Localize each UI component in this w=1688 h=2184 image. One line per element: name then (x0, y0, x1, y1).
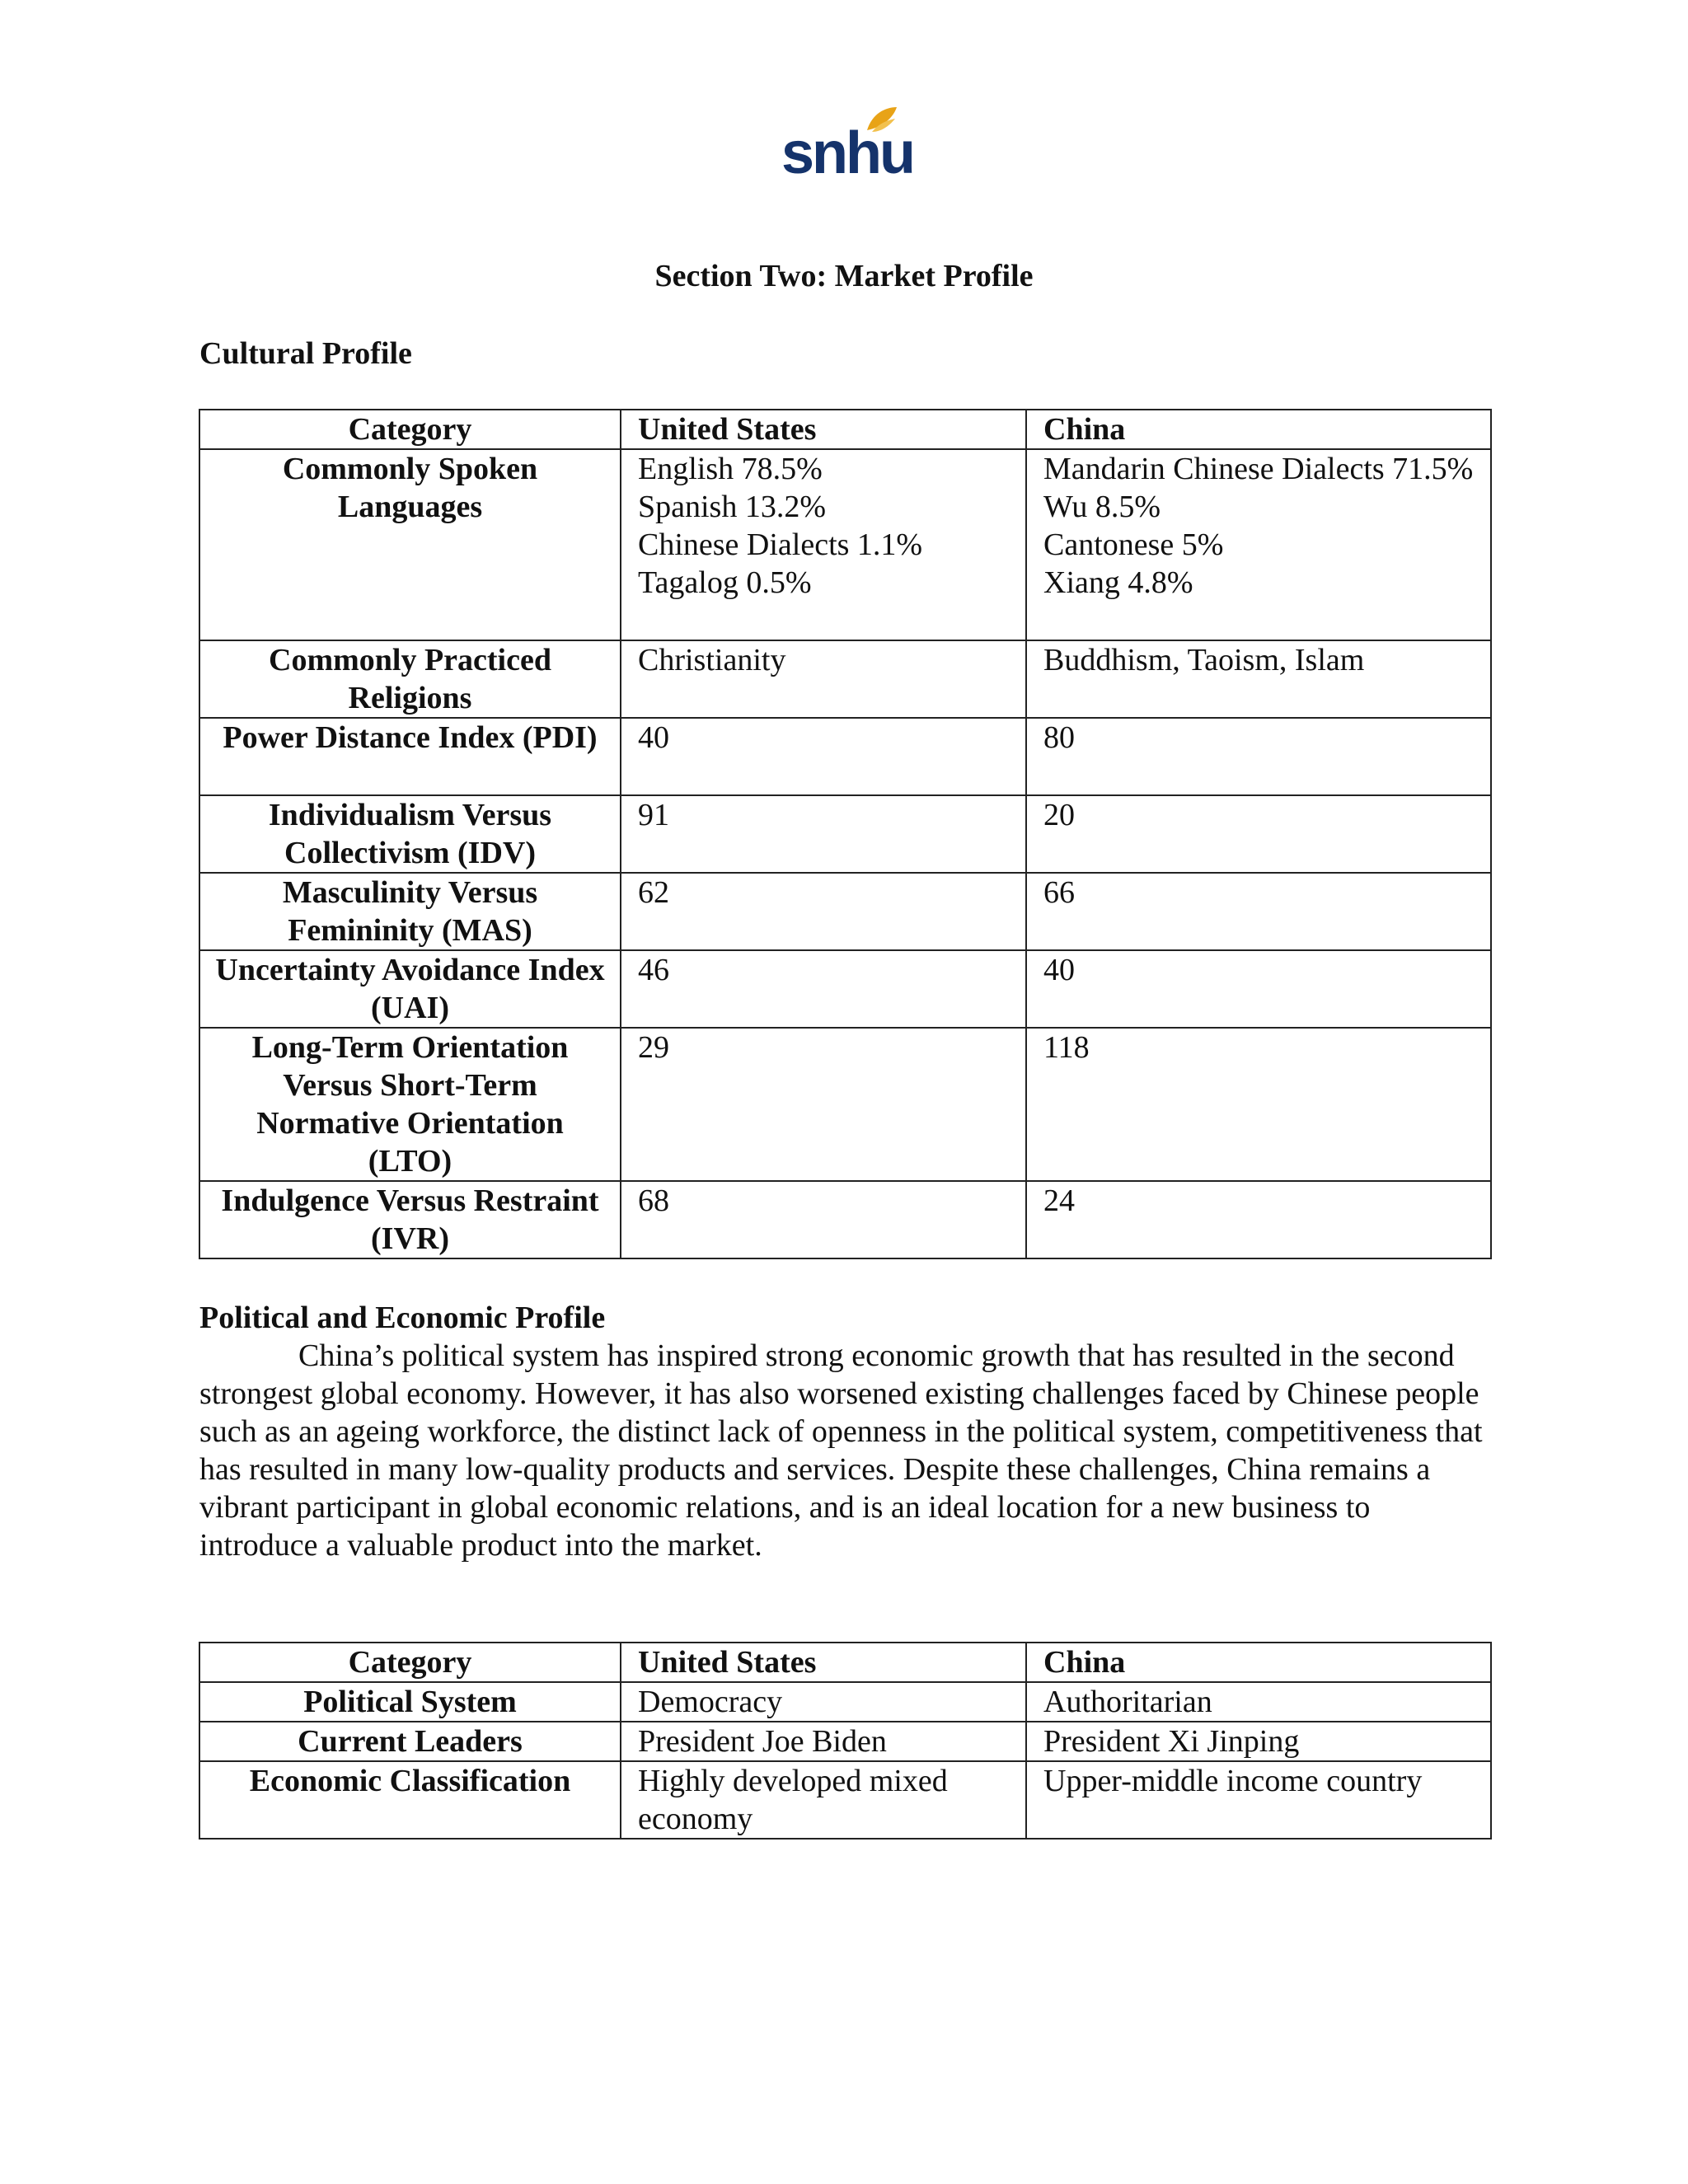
header-category: Category (199, 410, 621, 449)
table-row (199, 873, 1491, 950)
row-category: Power Distance Index (PDI) (199, 718, 621, 795)
table-row (199, 1181, 1491, 1258)
table-row (199, 1028, 1491, 1181)
row-us-value: Highly developed mixed economy (621, 1761, 1026, 1839)
table-header-row (199, 1643, 1491, 1682)
row-category: Current Leaders (199, 1722, 621, 1761)
header-china: China (1026, 1643, 1491, 1682)
political-economic-heading: Political and Economic Profile (199, 1301, 606, 1335)
row-china-value: 40 (1026, 950, 1491, 1028)
table-row (199, 640, 1491, 718)
row-us-value: 62 (621, 873, 1026, 950)
table-row (199, 795, 1491, 873)
logo-wordmark: snhu (781, 120, 913, 186)
row-category: Economic Classification (199, 1761, 621, 1839)
row-china-value: 80 (1026, 718, 1491, 795)
table-header-row (199, 410, 1491, 449)
row-category: Political System (199, 1682, 621, 1722)
table-row (199, 950, 1491, 1028)
header-china: China (1026, 410, 1491, 449)
cultural-profile-heading: Cultural Profile (199, 336, 412, 371)
row-china-value: Mandarin Chinese Dialects 71.5% Wu 8.5% Cantonese 5% Xiang 4.8% (1026, 449, 1491, 640)
table-row (199, 718, 1491, 795)
row-us-value: English 78.5% Spanish 13.2% Chinese Dialects 1.1% Tagalog 0.5% (621, 449, 1026, 640)
row-category: Commonly Spoken Languages (199, 449, 621, 640)
row-china-value: 20 (1026, 795, 1491, 873)
snhu-logo (781, 105, 913, 188)
header-us: United States (621, 410, 1026, 449)
row-category: Long-Term Orientation Versus Short-Term Normative Orientation (LTO) (199, 1028, 621, 1181)
row-china-value: Authoritarian (1026, 1682, 1491, 1722)
table-row (199, 1722, 1491, 1761)
row-category: Indulgence Versus Restraint (IVR) (199, 1181, 621, 1258)
political-economic-paragraph: China’s political system has inspired strong economic growth that has resulted in the second strongest global economy. However, it has also worsened existing challenges faced by Chinese people such as an ageing workforce, the distinct lack of openness in the political system, competitiveness that has resulted in many low-quality products and services. Despite these challenges, China remains a vibrant participant in global economic relations, and is an ideal location for a new business to introduce a valuable product into the market. (199, 1338, 1483, 1563)
page-title: Section Two: Market Profile (654, 259, 1034, 293)
row-china-value: President Xi Jinping (1026, 1722, 1491, 1761)
row-us-value: Democracy (621, 1682, 1026, 1722)
row-category: Individualism Versus Collectivism (IDV) (199, 795, 621, 873)
row-china-value: 118 (1026, 1028, 1491, 1181)
row-category: Masculinity Versus Femininity (MAS) (199, 873, 621, 950)
row-category: Uncertainty Avoidance Index (UAI) (199, 950, 621, 1028)
political-economic-table (199, 1642, 1492, 1840)
row-us-value: 29 (621, 1028, 1026, 1181)
row-us-value: 68 (621, 1181, 1026, 1258)
table-row (199, 1682, 1491, 1722)
table-row (199, 449, 1491, 640)
header-us: United States (621, 1643, 1026, 1682)
cultural-profile-table (199, 409, 1492, 1259)
table-row (199, 1761, 1491, 1839)
row-china-value: Buddhism, Taoism, Islam (1026, 640, 1491, 718)
row-china-value: 24 (1026, 1181, 1491, 1258)
row-china-value: Upper-middle income country (1026, 1761, 1491, 1839)
row-us-value: 46 (621, 950, 1026, 1028)
row-us-value: 40 (621, 718, 1026, 795)
row-us-value: President Joe Biden (621, 1722, 1026, 1761)
header-category: Category (199, 1643, 621, 1682)
row-china-value: 66 (1026, 873, 1491, 950)
row-us-value: 91 (621, 795, 1026, 873)
row-category: Commonly Practiced Religions (199, 640, 621, 718)
row-us-value: Christianity (621, 640, 1026, 718)
